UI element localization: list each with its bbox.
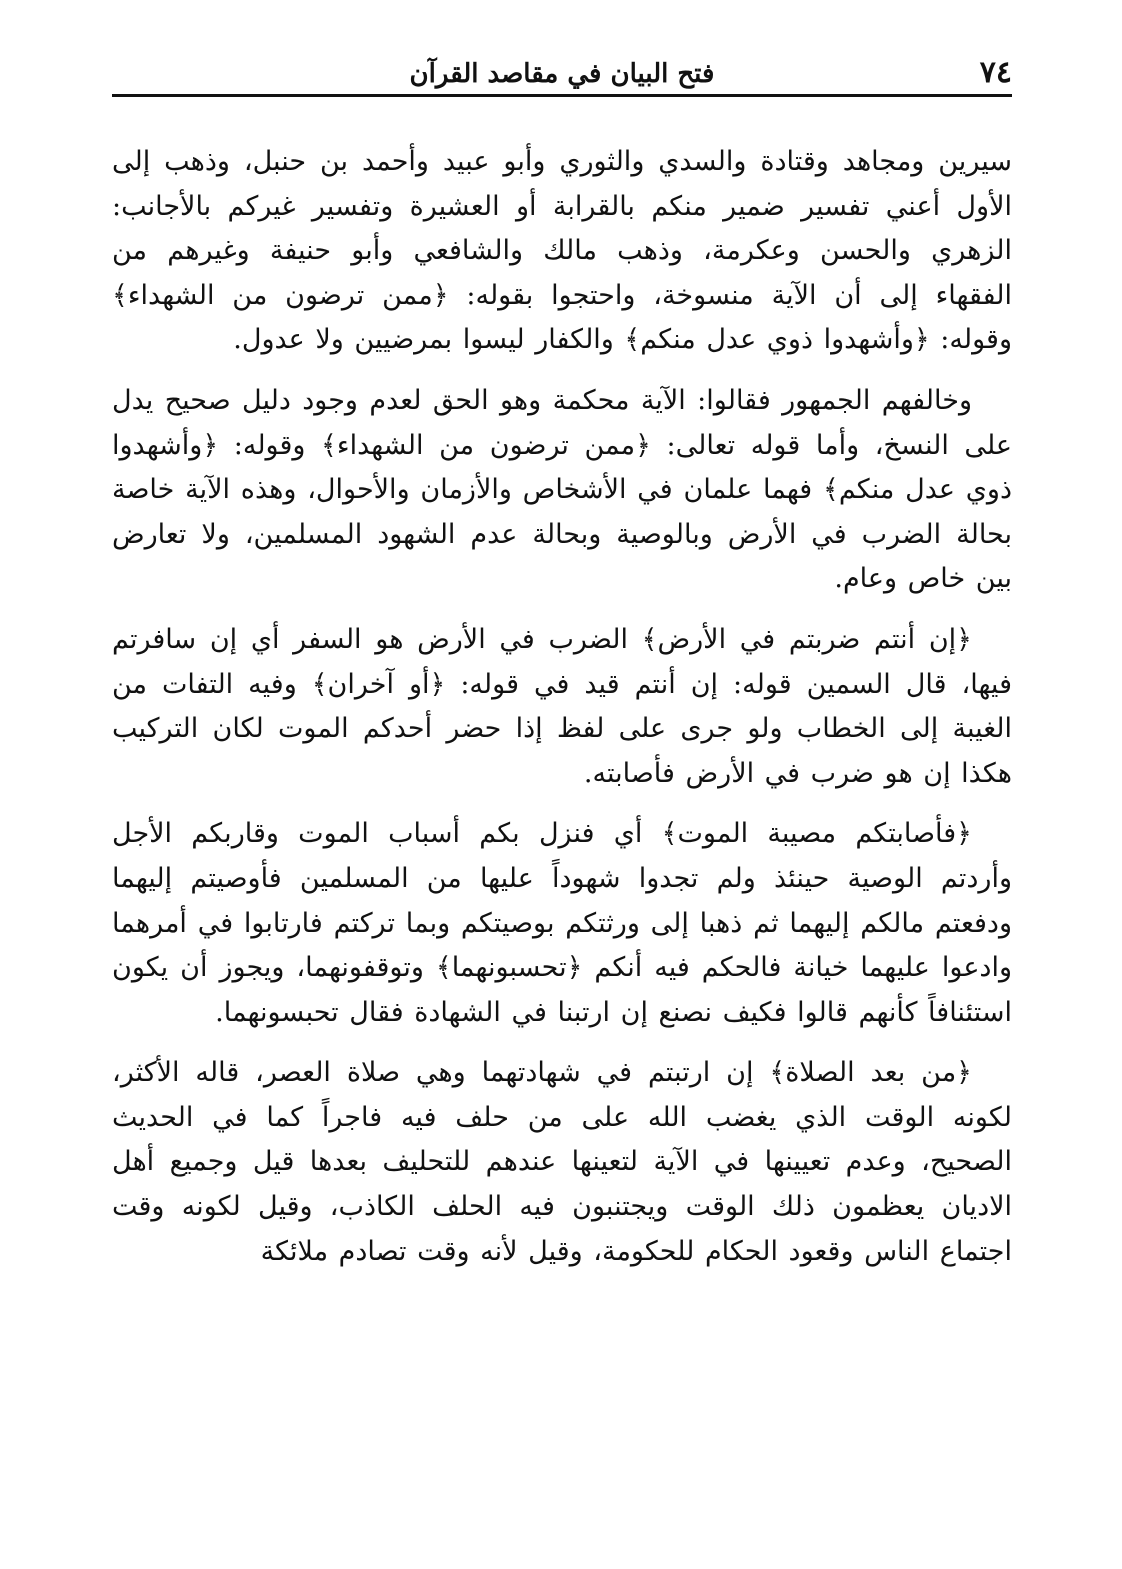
running-title: فتح البيان في مقاصد القرآن — [409, 59, 715, 89]
book-page — [112, 52, 1012, 1542]
paragraph-5: ﴿من بعد الصلاة﴾ إن ارتبتم في شهادتهما وهي صلاة العصر، قاله الأكثر، لكونه الوقت الذي يغضب الله على من حلف فيه فاجراً كما في الحديث الصحيح، وعدم تعيينها في الآية لتعينها عندهم للتحليف بعدها قيل وجميع أهل الاديان يعظمون ذلك الوقت ويجتنبون فيه الحلف الكاذب، وقيل لكونه وقت اجتماع الناس وقعود الحكام للحكومة، وقيل لأنه وقت تصادم ملائكة — [112, 1057, 1012, 1267]
paragraph-1: سيرين ومجاهد وقتادة والسدي والثوري وأبو عبيد وأحمد بن حنبل، وذهب إلى الأول أعني تفسير ضمير منكم بالقرابة أو العشيرة وتفسير غيركم بالأجانب: الزهري والحسن وعكرمة، وذهب مالك والشافعي وأبو حنيفة وغيرهم من الفقهاء إلى أن الآية منسوخة، واحتجوا بقوله: ﴿ممن ترضون من الشهداء﴾ وقوله: ﴿وأشهدوا ذوي عدل منكم﴾ والكفار ليسوا بمرضيين ولا عدول. — [112, 146, 1012, 356]
paragraph-2: وخالفهم الجمهور فقالوا: الآية محكمة وهو الحق لعدم وجود دليل صحيح يدل على النسخ، وأما قوله تعالى: ﴿ممن ترضون من الشهداء﴾ وقوله: ﴿وأشهدوا ذوي عدل منكم﴾ فهما علمان في الأشخاص والأزمان والأحوال، وهذه الآية خاصة بحالة الضرب في الأرض وبالوصية وبحالة عدم الشهود المسلمين، ولا تعارض بين خاص وعام. — [112, 384, 1012, 595]
page-header — [112, 52, 1012, 97]
page-body — [112, 140, 1012, 1290]
paragraph-4: ﴿فأصابتكم مصيبة الموت﴾ أي فنزل بكم أسباب الموت وقاربكم الأجل وأردتم الوصية حينئذ ولم تجدوا شهوداً عليها من المسلمين فأوصيتم إليهما ودفعتم مالكم إليهما ثم ذهبا إلى ورثتكم بوصيتكم وبما تركتم فارتابوا في أمرهما وادعوا عليهما خيانة فالحكم فيه أنكم ﴿تحسبونهما﴾ وتوقفونهما، ويجوز أن يكون استئنافاً كأنهم قالوا فكيف نصنع إن ارتبنا في الشهادة فقال تحبسونهما. — [112, 818, 1012, 1028]
paragraph-3: ﴿إن أنتم ضربتم في الأرض﴾ الضرب في الأرض هو السفر أي إن سافرتم فيها، قال السمين قوله: إن أنتم قيد في قوله: ﴿أو آخران﴾ وفيه التفات من الغيبة إلى الخطاب ولو جرى على لفظ إذا حضر أحدكم الموت لكان التركيب هكذا إن هو ضرب في الأرض فأصابته. — [112, 623, 1012, 789]
page-number: ٧٤ — [979, 55, 1012, 90]
